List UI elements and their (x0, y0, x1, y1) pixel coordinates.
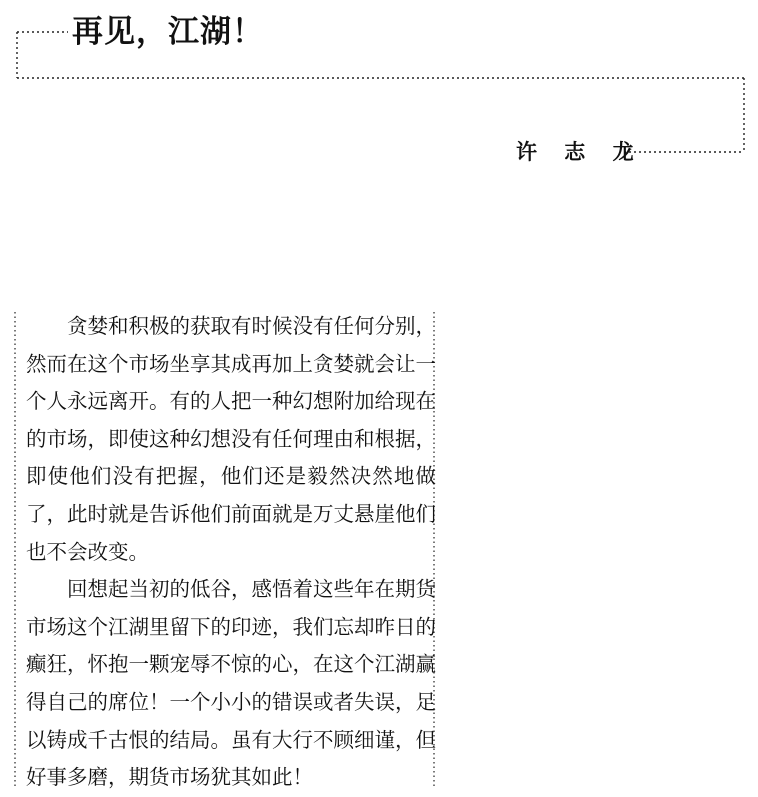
paragraph: 回想起当初的低谷，感悟着这些年在期货市场这个江湖里留下的印迹，我们忘却昨日的癫狂，怀抱一颗宠辱不惊的心，在这个江湖赢得自己的席位！一个小小的错误或者失误，足以铸成千古恨的结局。虽有大行不顾细谨，但好事多磨，期货市场犹其如此！ (26, 577, 436, 790)
article-body (26, 308, 436, 797)
paragraph: 贪婪和积极的获取有时候没有任何分别，然而在这个市场坐享其成再加上贪婪就会让一个人永远离开。有的人把一种幻想附加给现在的市场，即使这种幻想没有任何理由和根据，即使他们没有把握，他们还是毅然决然地做了，此时就是告诉他们前面就是万丈悬崖他们也不会改变。 (26, 314, 436, 564)
author-name: 许 志 龙 (516, 140, 644, 164)
article-title: 再见，江湖！ (72, 14, 264, 50)
